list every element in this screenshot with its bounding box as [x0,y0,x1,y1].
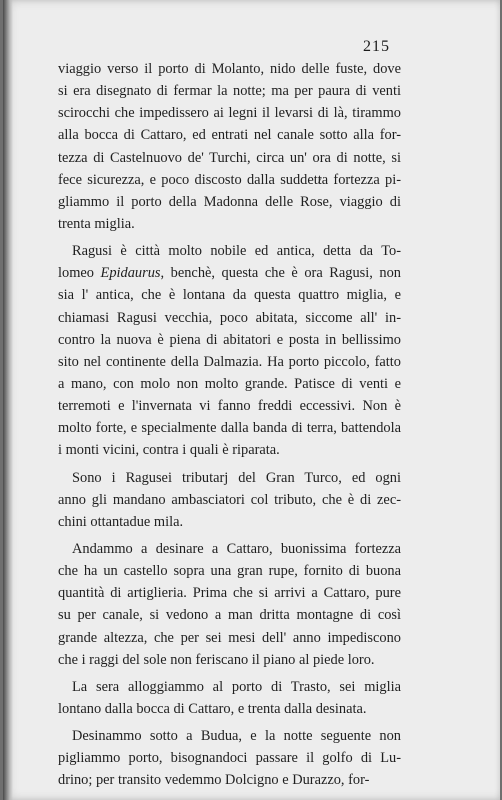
text-line: su per canale, si vedono a man dritta montagne di così [58,607,401,624]
text-line: Desinammo sotto a Budua, e la notte seguente non [72,728,401,745]
text-line: chini ottantadue mila. [58,513,184,530]
text-line: che i raggi del sole non feriscano il piano al piede loro. [58,651,375,668]
book-gutter [3,0,13,800]
text-line: viaggio verso il porto di Molanto, nido delle fuste, dove [58,61,401,77]
text-line: i monti vicini, contra i quali è riparata. [58,442,280,459]
text-line: chiamasi Ragusi vecchia, poco abitata, siccome all' in- [58,309,401,326]
text-line: Andammo a desinare a Cattaro, buonissima fortezza [72,540,401,557]
text-line: tezza di Castelnuovo de' Turchi, circa un' ora di notte, si [58,149,401,166]
text-line: terremoti e l'invernata vi fanno freddi eccessivi. Non è [58,398,401,415]
text-line: quantità di artiglieria. Prima che si arrivi a Cattaro, pure [58,585,401,602]
text-line: lomeo Epidaurus, benchè, questa che è ora Ragusi, non [58,265,401,282]
text-line: drino; per transito vedemmo Dolcigno e Durazzo, for- [58,772,370,789]
text-line: scirocchi che impedissero ai legni il levarsi di là, tirammo [58,105,401,122]
text-line: La sera alloggiammo al porto di Trasto, sei miglia [72,678,401,695]
text-line: sito nel continente della Dalmazia. Ha porto piccolo, fatto [58,353,401,370]
body-text [58,58,401,792]
text-line: lontano dalla bocca di Cattaro, e trenta dalla desinata. [58,700,367,717]
text-line: a mano, con molo non molto grande. Patisce di venti e [58,375,401,392]
text-line: anno gli mandano ambasciatori col tributo, che è di zec- [58,491,401,508]
text-line: sia l' antica, che è lontana da questa quattro miglia, e [58,287,401,304]
text-line: che ha un castello sopra una gran rupe, fornito di buona [58,563,401,580]
text-line: contro la nuova è piena di abitatori e posta in bellissimo [58,331,401,348]
text-line: fece sicurezza, e poco discosto dalla suddetta fortezza pi- [58,171,401,188]
text-line: gliammo il porto della Madonna delle Rose, viaggio di [58,193,401,210]
text-line: trenta miglia. [58,215,135,232]
page-number: 215 [363,38,390,55]
text-line: molto forte, e specialmente dalla banda di terra, battendola [58,420,401,437]
book-page [3,0,500,800]
text-line: grande altezza, che per sei mesi dell' anno impediscono [58,629,401,646]
text-line: Ragusi è città molto nobile ed antica, detta da To- [72,243,401,260]
text-line: pigliammo porto, bisognandoci passare il golfo di Lu- [58,750,401,767]
text-line: si era disegnato di fermar la notte; ma per paura di venti [58,83,401,100]
italic-name: Epidaurus [100,265,161,282]
text-line: alla bocca di Cattaro, ed entrati nel canale sotto alla for- [58,127,401,144]
text-line: Sono i Ragusei tributarj del Gran Turco, ed ogni [72,469,401,486]
